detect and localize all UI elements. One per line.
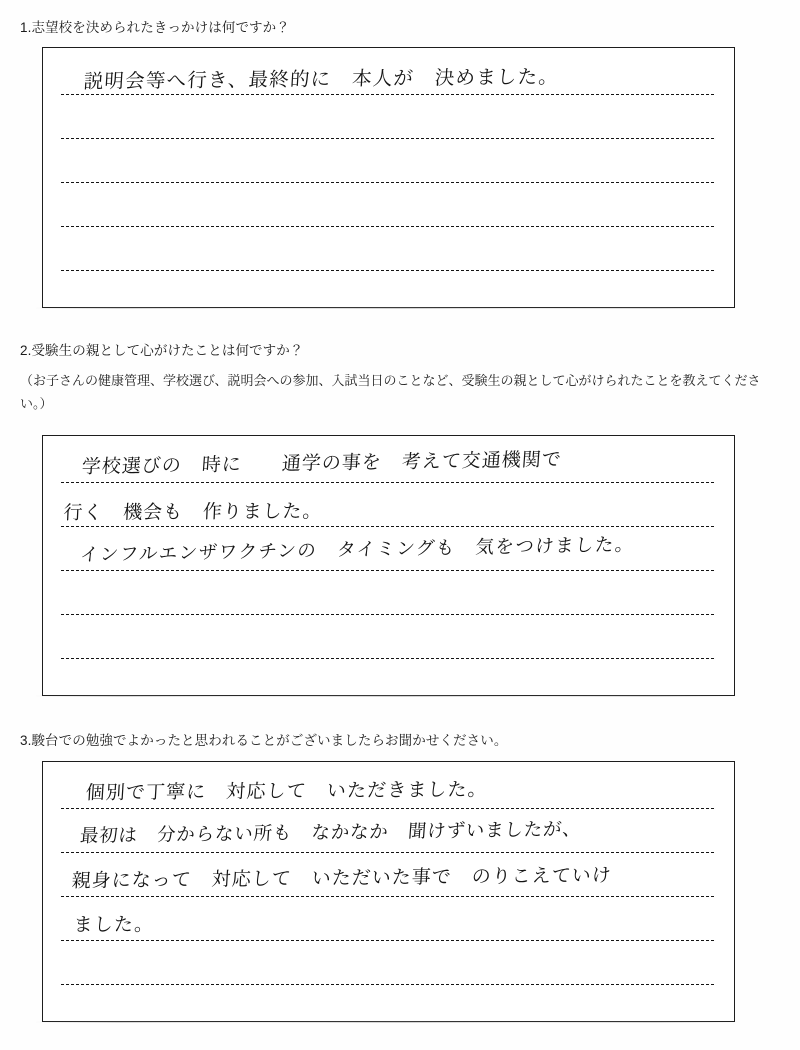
handwritten-line: 学校選びの 時に 通学の事を 考えて交通機関で [81,448,563,478]
question-2-note: （お子さんの健康管理、学校選び、説明会への参加、入試当日のことなど、受験生の親として心がけられたことを教えてください。） [20,373,761,411]
question-1-label: 1.志望校を決められたきっかけは何ですか？ [20,20,290,35]
answer-box-3[interactable] [42,761,735,1022]
handwritten-line: インフルエンザワクチンの タイミングも 気をつけました。 [79,534,636,566]
answer-box-3-handwriting [43,762,734,1021]
answer-box-2[interactable] [42,435,735,696]
handwritten-line: 最初は 分からない所も なかなか 聞けずいましたが、 [79,818,583,847]
answer-box-2-handwriting [43,436,734,695]
question-3-label: 3.駿台での勉強でよかったと思われることがございましたらお聞かせください。 [20,733,508,748]
handwritten-line: 個別で丁寧に 対応して いただきました。 [85,778,489,804]
handwritten-line: 説明会等へ行き、最終的に 本人が 決めました。 [83,65,560,93]
answer-box-1[interactable] [42,47,735,308]
question-2-label: 2.受験生の親として心がけたことは何ですか？ [20,343,304,358]
answer-box-1-handwriting [43,48,734,307]
handwritten-line: 行く 機会も 作りました。 [63,500,323,524]
handwritten-line: 親身になって 対応して いただいた事で のりこえていけ [71,864,613,892]
handwritten-line: ました。 [73,913,155,936]
